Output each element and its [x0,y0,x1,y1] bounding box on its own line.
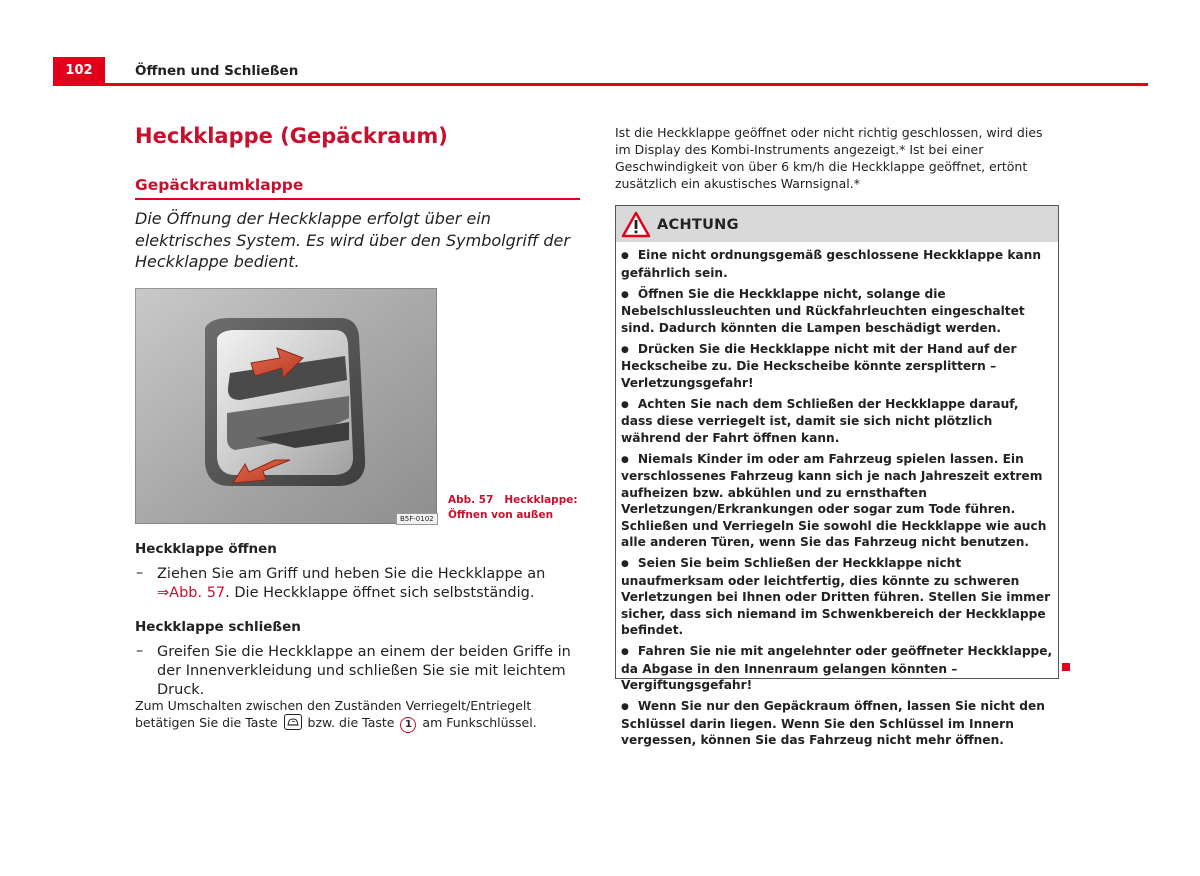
note-text: Zum Umschalten zwischen den Zuständen Verriegelt/Entriegelt betätigen Sie die Taste [135,698,532,730]
tailgate-handle-figure [135,288,437,524]
subsection-title: Gepäckraumklappe [135,176,304,194]
close-heading: Heckklappe schließen [135,619,301,635]
open-heading: Heckklappe öffnen [135,541,277,557]
figure-code: B5F-0102 [396,513,438,525]
section-end-marker [1062,663,1070,671]
trunk-key-icon [284,714,302,730]
open-step-text-end: . Die Heckklappe öffnet sich selbstständig. [225,585,535,601]
open-step-text: Ziehen Sie am Griff und heben Sie die Heckklappe an [157,566,546,582]
warning-list [621,247,1053,753]
figure-caption [448,493,578,523]
warning-item: ● Seien Sie beim Schließen der Heckklappe nicht unaufmerksam oder leichtfertig, dies könnte zu schweren Verletzungen bei Ihnen oder Dritten führen. Stellen Sie immer sicher, dass sich niemand im Schwenkbereich der Heckklappe befindet. [621,555,1053,639]
figure-link[interactable]: ⇒Abb. 57 [157,585,226,601]
header-rule [53,83,1148,86]
warning-item: ● Niemals Kinder im oder am Fahrzeug spielen lassen. Ein verschlossenes Fahrzeug kann sich je nach Jahreszeit extrem aufheizen bzw. abkühlen und zu ernsthaften Verletzungen/Erkrankungen oder sogar zum Tode führen. Schließen und Verriegeln Sie sowohl die Heckklappe wie auch alle anderen Türen, wenn Sie das Fahrzeug nicht benutzen. [621,451,1053,551]
intro-paragraph: Die Öffnung der Heckklappe erfolgt über ein elektrisches System. Es wird über den Symbolgriff der Heckklappe bedient. [135,209,570,271]
caption-text: Heckklappe: Öffnen von außen [448,494,578,521]
warning-item: ● Eine nicht ordnungsgemäß geschlossene Heckklappe kann gefährlich sein. [621,247,1053,281]
display-info-paragraph: Ist die Heckklappe geöffnet oder nicht richtig geschlossen, wird dies im Display des Kombi-Instruments angezeigt.* Ist bei einer Geschwindigkeit von über 6 km/h die Heckklappe geöffnet, ertönt zusätzlich ein akustisches Warnsignal.* [615,125,1043,191]
close-step: Greifen Sie die Heckklappe an einem der beiden Griffe in der Innenverkleidung und schließen Sie sie mit leichtem Druck. [157,644,571,698]
warning-item: ● Öffnen Sie die Heckklappe nicht, solange die Nebelschlussleuchten und Rückfahrleuchten eingeschaltet sind. Dadurch könnten die Lampen beschädigt werden. [621,286,1053,337]
caption-label: Abb. 57 [448,494,494,506]
remote-key-note [135,697,580,733]
warning-triangle-icon [621,211,651,242]
key-button-number: 1 [400,717,416,733]
warning-title: ACHTUNG [657,217,739,233]
open-step [157,565,577,603]
page-number: 102 [65,63,93,78]
note-text-end: am Funkschlüssel. [422,715,537,730]
note-text-middle: bzw. die Taste [307,715,395,730]
warning-item: ● Wenn Sie nur den Gepäckraum öffnen, lassen Sie nicht den Schlüssel darin liegen. Wenn Sie den Schlüssel im Innern vergessen, können Sie das Fahrzeug nicht mehr öffnen. [621,698,1053,749]
subsection-rule [135,198,580,200]
close-step-dash: – [136,643,144,659]
warning-item: ● Achten Sie nach dem Schließen der Heckklappe darauf, dass diese verriegelt ist, damit sie sich nicht plötzlich während der Fahrt öffnen kann. [621,396,1053,447]
section-title: Heckklappe (Gepäckraum) [135,124,448,148]
open-step-dash: – [136,565,144,581]
chapter-title: Öffnen und Schließen [135,63,299,79]
warning-item: ● Fahren Sie nie mit angelehnter oder geöffneter Heckklappe, da Abgase in den Innenraum gelangen könnten – Vergiftungsgefahr! [621,643,1053,694]
warning-item: ● Drücken Sie die Heckklappe nicht mit der Hand auf der Heckscheibe zu. Die Heckscheibe könnte zersplittern – Verletzungsgefahr! [621,341,1053,392]
